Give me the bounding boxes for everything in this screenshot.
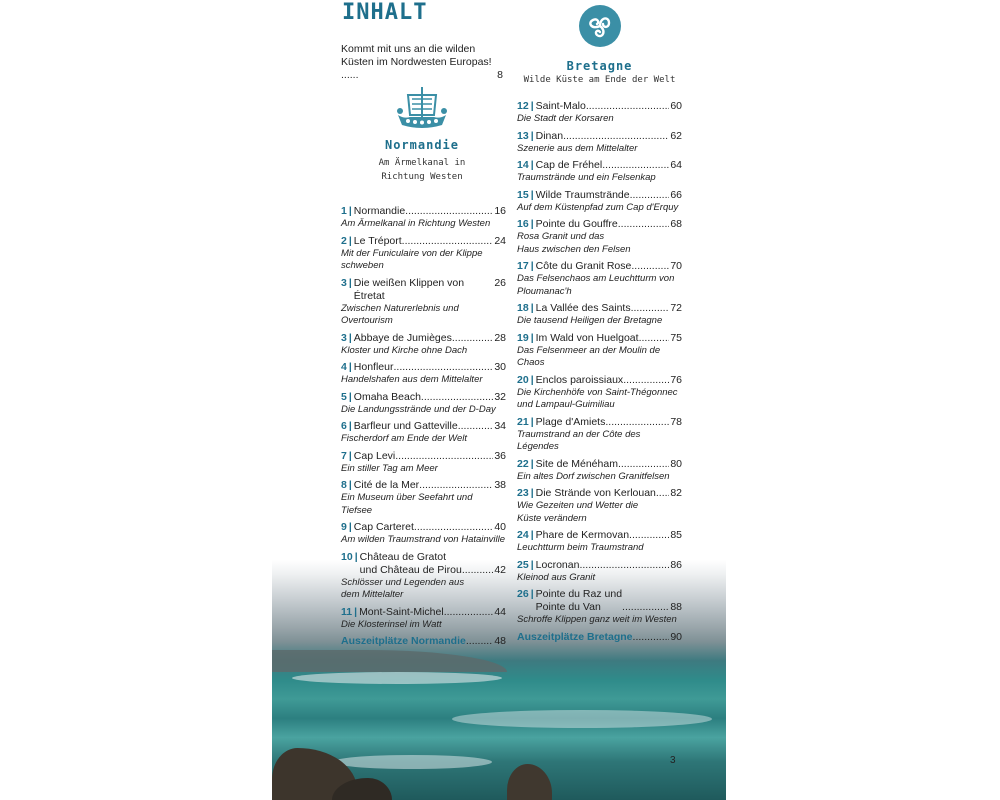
leader-dots <box>618 218 670 231</box>
entry-title: Barfleur und Gatteville <box>353 420 458 432</box>
leader-dots <box>633 631 670 644</box>
toc-entry[interactable] <box>517 487 682 525</box>
intro-page: 8 <box>497 69 503 81</box>
toc-entry-final[interactable] <box>341 635 506 648</box>
toc-normandie <box>341 205 506 652</box>
leader-dots <box>466 635 493 648</box>
toc-entry[interactable] <box>341 235 506 273</box>
entry-description: Fischerdorf am Ende der Welt <box>341 433 468 444</box>
separator: | <box>348 449 352 462</box>
entry-number: 23 <box>517 487 529 499</box>
separator: | <box>354 550 358 563</box>
separator: | <box>530 415 534 428</box>
separator: | <box>530 529 534 541</box>
entry-description: Auf dem Küstenpfad zum Cap d'Erquy <box>517 201 679 213</box>
toc-entry[interactable] <box>341 606 506 632</box>
separator: | <box>348 331 352 344</box>
separator: | <box>348 521 352 533</box>
entry-page: 24 <box>494 234 506 247</box>
page-title: INHALT <box>342 0 428 25</box>
entry-page: 78 <box>670 415 682 428</box>
entry-title: Omaha Beach <box>353 390 421 403</box>
entry-page: 85 <box>670 529 682 541</box>
toc-entry[interactable] <box>341 277 506 328</box>
entry-number: 13 <box>517 129 529 142</box>
toc-entry[interactable] <box>517 559 682 585</box>
entry-description: Ein Museum über Seefahrt und Tiefsee <box>341 492 473 516</box>
entry-page: 62 <box>670 129 682 142</box>
entry-title: Die weißen Klippen von Étretat <box>353 276 465 302</box>
entry-page: 38 <box>494 479 506 491</box>
entry-page: 26 <box>494 276 506 289</box>
leader-dots <box>395 450 493 463</box>
entry-page: 66 <box>670 188 682 201</box>
separator: | <box>348 420 352 432</box>
entry-number: 7 <box>341 449 347 462</box>
page-number: 3 <box>670 755 676 766</box>
bretagne-header <box>517 0 682 87</box>
entry-description: Kleinod aus Granit <box>517 571 596 583</box>
wave-foam <box>332 755 492 769</box>
separator: | <box>530 129 534 142</box>
toc-entry[interactable] <box>341 332 506 358</box>
toc-entry[interactable] <box>341 521 506 547</box>
leader-dots <box>623 374 669 387</box>
leader-dots <box>579 559 669 572</box>
separator: | <box>348 205 352 217</box>
entry-title: Auszeitplätze Bretagne <box>517 630 633 643</box>
entry-number: 19 <box>517 331 529 344</box>
toc-entry[interactable] <box>341 450 506 476</box>
entry-page: 86 <box>670 558 682 571</box>
region-name-normandie: Normandie <box>384 138 460 152</box>
leader-dots <box>586 100 669 113</box>
entry-title: Plage d'Amiets <box>535 415 606 428</box>
separator: | <box>530 260 534 272</box>
entry-title: Cap de Fréhel <box>535 159 603 171</box>
entry-title: Honfleur <box>353 361 394 373</box>
entry-description: Zwischen Naturerlebnis und Overtourism <box>341 302 459 326</box>
entry-description: Leuchtturm beim Traumstrand <box>517 542 644 553</box>
entry-page: 80 <box>670 457 682 470</box>
separator: | <box>530 302 534 314</box>
toc-entry[interactable] <box>517 588 682 627</box>
separator: | <box>530 100 534 112</box>
entry-number: 5 <box>341 390 347 403</box>
leader-dots <box>444 606 494 619</box>
entry-description: Die Stadt der Korsaren <box>517 113 614 124</box>
toc-entry[interactable] <box>517 100 682 126</box>
toc-entry[interactable] <box>341 479 506 517</box>
entry-number: 26 <box>517 588 529 600</box>
leader-dots <box>394 361 494 374</box>
entry-title: Cité de la Mer <box>353 479 420 491</box>
toc-bretagne <box>517 100 682 648</box>
entry-description: Traumstrand an der Côte des Légendes <box>517 428 641 452</box>
entry-title: Phare de Kermovan <box>535 529 630 541</box>
leader-dots <box>421 391 493 404</box>
entry-number: 12 <box>517 100 529 112</box>
entry-title: Saint-Malo <box>535 100 586 112</box>
entry-page: 30 <box>494 361 506 373</box>
entry-number: 8 <box>341 479 347 491</box>
entry-description: Die tausend Heiligen der Bretagne <box>517 315 663 326</box>
entry-number: 18 <box>517 302 529 314</box>
leader-dots <box>622 601 669 614</box>
separator: | <box>348 479 352 491</box>
entry-description: Am wilden Traumstrand von Hatainville <box>341 534 506 545</box>
entry-number: 20 <box>517 373 529 386</box>
entry-number: 16 <box>517 218 529 230</box>
entry-description: Am Ärmelkanal in Richtung Westen <box>341 218 491 229</box>
separator: | <box>348 390 352 403</box>
toc-entry[interactable] <box>517 458 682 484</box>
leader-dots <box>631 302 670 315</box>
toc-entry[interactable] <box>341 420 506 446</box>
entry-number: 10 <box>341 550 353 563</box>
toc-entry[interactable] <box>341 391 506 417</box>
wave-foam <box>292 672 502 684</box>
entry-number: 21 <box>517 415 529 428</box>
normandie-header <box>341 85 503 184</box>
entry-number: 17 <box>517 260 529 272</box>
entry-page: 88 <box>670 601 682 613</box>
entry-page: 16 <box>494 205 506 217</box>
separator: | <box>348 361 352 373</box>
toc-entry[interactable] <box>341 361 506 387</box>
toc-entry[interactable] <box>517 260 682 298</box>
entry-number: 15 <box>517 188 529 201</box>
entry-number: 4 <box>341 361 347 373</box>
entry-page: 90 <box>670 630 682 643</box>
entry-title: Wilde Traumstrände <box>535 188 630 201</box>
toc-entry[interactable] <box>517 189 682 215</box>
entry-description: Ein altes Dorf zwischen Granitfelsen <box>517 470 670 482</box>
entry-number: 3 <box>341 276 347 289</box>
entry-title: Abbaye de Jumièges <box>353 331 452 344</box>
leader-dots <box>452 332 493 345</box>
entry-title: Côte du Granit Rose <box>535 260 632 272</box>
book-page <box>272 0 726 800</box>
entry-number: 6 <box>341 420 347 432</box>
entry-title: Locronan <box>535 558 580 571</box>
toc-entry-final[interactable] <box>517 631 682 644</box>
entry-description: Die Kirchenhöfe von Saint-Thégonnec und Lampaul-Guimiliau <box>517 386 678 410</box>
entry-title: Pointe du Raz und Pointe du Van <box>535 588 623 613</box>
entry-page: 72 <box>670 302 682 314</box>
leader-dots <box>618 458 669 471</box>
toc-entry[interactable] <box>517 332 682 370</box>
leader-dots <box>414 521 493 534</box>
entry-description: Das Felsenchaos am Leuchtturm von Ploumanac'h <box>517 273 675 297</box>
toc-entry[interactable] <box>517 302 682 328</box>
entry-page: 70 <box>670 260 682 272</box>
toc-entry[interactable] <box>517 416 682 454</box>
leader-dots <box>563 130 669 143</box>
entry-description: Traumstrände und ein Felsenkap <box>517 172 656 183</box>
separator: | <box>530 188 534 201</box>
leader-dots <box>656 487 669 500</box>
wave-foam <box>452 710 712 728</box>
entry-title: Site de Ménéham <box>535 457 618 470</box>
entry-title: Enclos paroissiaux <box>535 373 624 386</box>
entry-number: 25 <box>517 558 529 571</box>
entry-title: Le Tréport <box>353 234 402 247</box>
entry-description: Schlösser und Legenden aus dem Mittelalter <box>341 576 465 600</box>
entry-title: Château de Gratot und Château de Pirou <box>359 550 462 576</box>
intro-text: Kommt mit uns an die wilden Küsten im Nordwesten Europas! ...... <box>341 43 492 81</box>
triskele-icon <box>576 2 624 50</box>
entry-title: Im Wald von Huelgoat <box>535 331 639 344</box>
leader-dots <box>602 159 669 172</box>
separator: | <box>354 605 358 618</box>
separator: | <box>530 487 534 499</box>
entry-description: Ein stiller Tag am Meer <box>341 462 438 474</box>
leader-dots <box>462 564 494 577</box>
leader-dots <box>605 416 669 429</box>
toc-entry[interactable] <box>517 130 682 156</box>
toc-entry[interactable] <box>517 218 682 256</box>
entry-title: Pointe du Gouffre <box>535 218 618 230</box>
leader-dots <box>402 235 494 248</box>
toc-entry[interactable] <box>517 529 682 555</box>
entry-number: 24 <box>517 529 529 541</box>
entry-title: Die Strände von Kerlouan <box>535 487 656 499</box>
entry-page: 28 <box>494 331 506 344</box>
entry-number: 11 <box>341 605 353 618</box>
leader-dots <box>629 529 669 542</box>
entry-page: 76 <box>670 373 682 386</box>
leader-dots <box>631 260 669 273</box>
toc-entry[interactable] <box>341 205 506 231</box>
separator: | <box>530 457 534 470</box>
separator: | <box>530 159 534 171</box>
entry-page: 68 <box>670 218 682 230</box>
entry-title: Cap Carteret <box>353 521 414 533</box>
entry-description: Handelshafen aus dem Mittelalter <box>341 374 483 385</box>
toc-entry[interactable] <box>517 374 682 412</box>
leader-dots <box>458 420 494 433</box>
entry-page: 36 <box>494 449 506 462</box>
toc-entry[interactable] <box>341 551 506 602</box>
headland <box>272 650 507 672</box>
entry-description: Wie Gezeiten und Wetter die Küste verändern <box>517 500 639 524</box>
entry-description: Mit der Funiculaire von der Klippe schweben <box>341 247 483 271</box>
separator: | <box>530 558 534 571</box>
entry-page: 75 <box>670 331 682 344</box>
separator: | <box>530 218 534 230</box>
entry-number: 22 <box>517 457 529 470</box>
entry-description: Die Landungsstrände und der D-Day <box>341 403 496 415</box>
leader-dots <box>405 205 493 218</box>
entry-page: 34 <box>494 420 506 432</box>
entry-title: Normandie <box>353 205 406 217</box>
separator: | <box>348 234 352 247</box>
entry-title: Dinan <box>535 129 564 142</box>
entry-page: 44 <box>494 605 506 618</box>
entry-page: 32 <box>494 390 506 403</box>
separator: | <box>530 373 534 386</box>
entry-title: Auszeitplätze Normandie <box>341 635 466 647</box>
entry-page: 60 <box>670 100 682 112</box>
region-name-bretagne: Bretagne <box>566 59 633 73</box>
entry-number: 1 <box>341 205 347 217</box>
entry-description: Die Klosterinsel im Watt <box>341 618 442 630</box>
leader-dots <box>419 479 493 492</box>
entry-number: 9 <box>341 521 347 533</box>
leader-dots <box>639 332 670 345</box>
entry-page: 40 <box>494 521 506 533</box>
entry-page: 48 <box>494 635 506 647</box>
separator: | <box>530 588 534 600</box>
entry-title: Cap Levi <box>353 449 396 462</box>
entry-page: 42 <box>494 563 506 576</box>
region-subtitle-bretagne: Wilde Küste am Ende der Welt <box>523 75 676 85</box>
entry-number: 3 <box>341 331 347 344</box>
entry-page: 82 <box>670 487 682 499</box>
entry-description: Rosa Granit und das Haus zwischen den Felsen <box>517 231 631 255</box>
entry-description: Schroffe Klippen ganz weit im Westen <box>517 614 677 625</box>
intro-entry[interactable] <box>341 43 503 82</box>
entry-description: Kloster und Kirche ohne Dach <box>341 344 468 356</box>
rock <box>507 764 552 800</box>
separator: | <box>530 331 534 344</box>
entry-page: 64 <box>670 159 682 171</box>
viking-ship-icon <box>394 85 450 133</box>
entry-title: Mont-Saint-Michel <box>359 605 444 618</box>
entry-number: 2 <box>341 234 347 247</box>
toc-entry[interactable] <box>517 159 682 185</box>
entry-description: Das Felsenmeer an der Moulin de Chaos <box>517 344 661 368</box>
entry-title: La Vallée des Saints <box>535 302 631 314</box>
entry-description: Szenerie aus dem Mittelalter <box>517 142 638 154</box>
entry-number: 14 <box>517 159 529 171</box>
leader-dots <box>630 189 670 202</box>
region-subtitle-normandie: Am Ärmelkanal in Richtung Westen <box>378 158 466 182</box>
separator: | <box>348 276 352 289</box>
